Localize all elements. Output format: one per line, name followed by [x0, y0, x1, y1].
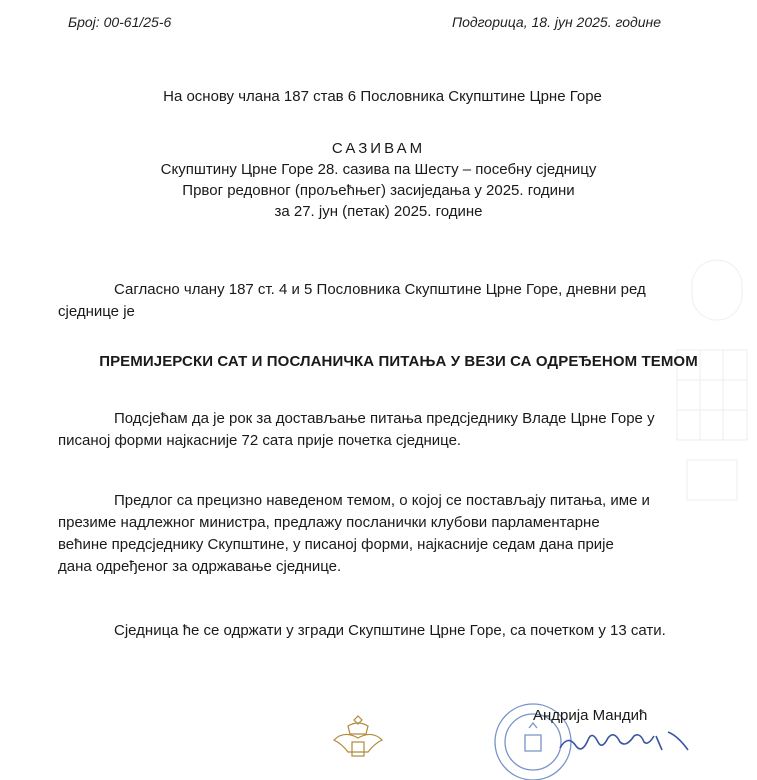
venue-line: Сједница ће се одржати у згради Скупштине Црне Горе, са почетком у 13 сати. [114, 622, 666, 639]
convocation-line-3: за 27. јун (петак) 2025. године [274, 203, 483, 220]
proposal-line-2: презиме надлежног министра, предлажу посланички клубови парламентарне [58, 514, 600, 531]
proposal-line-1: Предлог са прецизно наведеном темом, о којој се постављају питања, име и [114, 492, 650, 509]
convocation-heading: САЗИВАМ [331, 140, 426, 157]
document-reference-number: Број: 00-61/25-6 [68, 14, 172, 30]
reminder-paragraph [58, 408, 698, 452]
proposal-line-3: већине предсједнику Скупштине, у писаној форми, најкасније седам дана прије [58, 536, 614, 553]
reminder-line-1: Подсјећам да је рок за достављање питања предсједнику Владе Црне Горе у [114, 410, 655, 427]
coat-of-arms-emblem [328, 712, 388, 762]
convocation-line-1: Скупштину Црне Горе 28. сазива па Шесту – посебну сједницу [160, 161, 597, 178]
agenda-title: ПРЕМИЈЕРСКИ САТ И ПОСЛАНИЧКА ПИТАЊА У ВЕЗИ СА ОДРЕЂЕНОМ ТЕМОМ [99, 353, 698, 370]
handwritten-signature [556, 722, 696, 757]
agenda-intro-paragraph [58, 279, 698, 323]
agenda-intro-line-1: Сагласно члану 187 ст. 4 и 5 Пословника Скупштине Црне Горе, дневни ред [114, 281, 646, 298]
proposal-line-4: дана одређеног за одржавање сједнице. [58, 558, 342, 575]
agenda-intro-line-2: сједнице је [58, 303, 135, 320]
signatory-name: Андрија Мандић [533, 707, 648, 724]
legal-basis-line: На основу члана 187 став 6 Пословника Скупштине Црне Горе [163, 88, 602, 105]
proposal-paragraph [58, 490, 698, 578]
reminder-line-2: писаној форми најкасније 72 сата прије почетка сједнице. [58, 432, 462, 449]
convocation-line-2: Првог редовног (прољећњег) засиједања у 2025. години [182, 182, 575, 199]
place-and-date: Подгорица, 18. јун 2025. године [452, 14, 662, 30]
venue-paragraph [58, 620, 698, 642]
convocation-block [0, 138, 757, 222]
